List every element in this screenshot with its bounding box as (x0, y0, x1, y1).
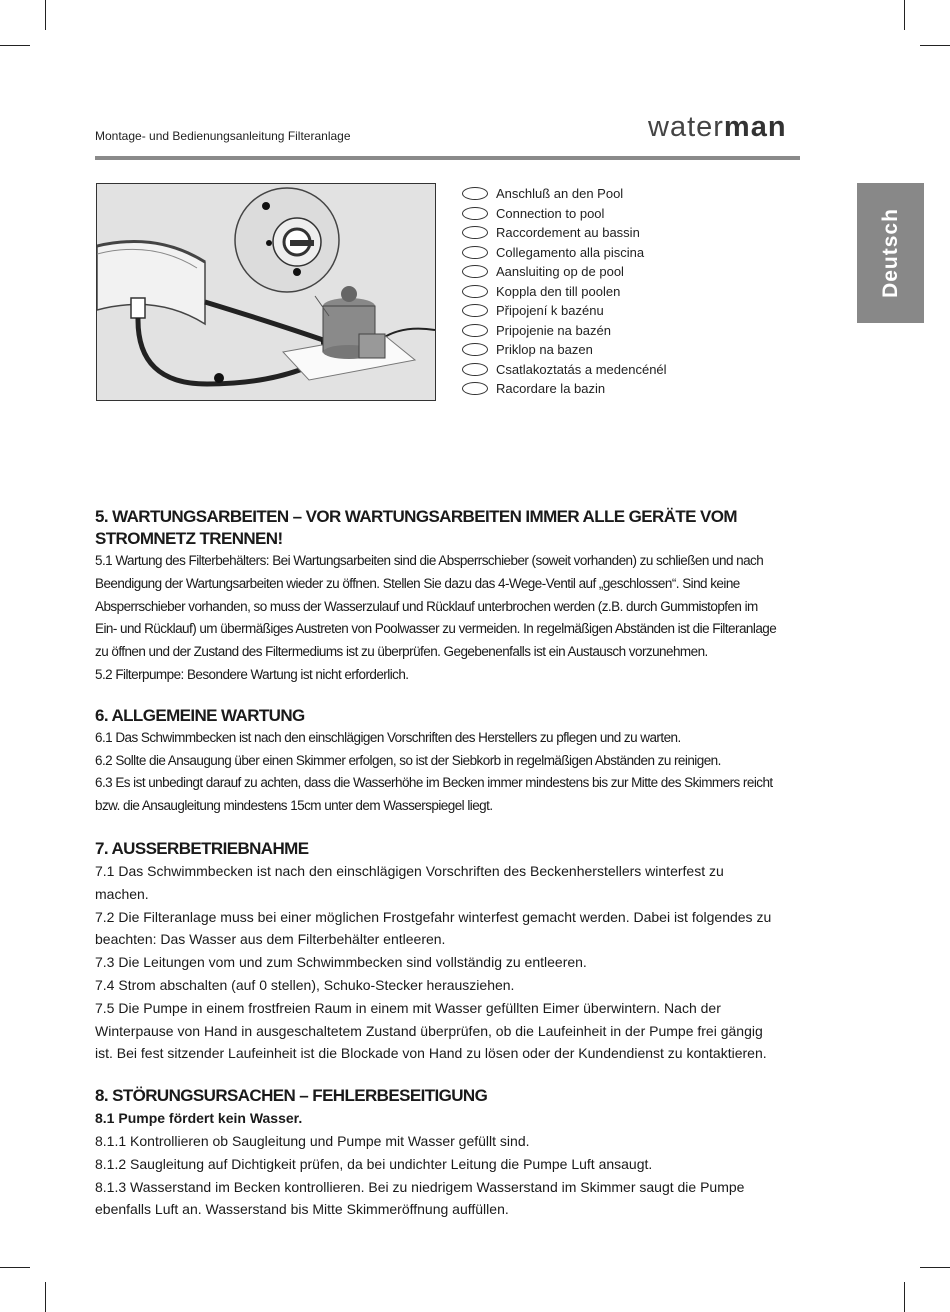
legend-label: Anschluß an den Pool (496, 186, 624, 202)
connection-legend (462, 184, 667, 399)
legend-label: Aansluiting op de pool (496, 264, 624, 280)
crop-mark (0, 1267, 30, 1268)
legend-label: Collegamento alla piscina (496, 244, 645, 260)
logo-light-text: water (648, 111, 724, 143)
logo-bold-text: man (723, 111, 787, 143)
pool-connection-illustration (96, 183, 436, 401)
paragraph-line: Winterpause von Hand in ausgeschaltetem Zustand überprüfen, ob die Laufeinheit in der Pumpe frei gängig (95, 1022, 763, 1039)
legend-item (462, 301, 667, 321)
legend-marker (462, 207, 488, 220)
paragraph-line: Beendigung der Wartungsarbeiten wieder zu öffnen. Stellen Sie dazu das 4-Wege-Ventil auf „geschlossen“. Sind keine (95, 575, 740, 591)
legend-marker (462, 246, 488, 259)
paragraph-line: 7.2 Die Filteranlage muss bei einer möglichen Frostgefahr winterfest gemacht werden. Dabei ist folgendes zu (95, 908, 772, 925)
paragraph-line: 5.1 Wartung des Filterbehälters: Bei Wartungsarbeiten sind die Absperrschieber (soweit vorhanden) zu schließen und nach (95, 553, 764, 568)
section-decommissioning (95, 838, 805, 1065)
legend-item (462, 282, 667, 302)
legend-item (462, 321, 667, 341)
paragraph-line: 8.1.1 Kontrollieren ob Saugleitung und Pumpe mit Wasser gefüllt sind. (95, 1132, 530, 1149)
legend-item (462, 379, 667, 399)
section-general-maintenance (95, 705, 805, 818)
paragraph-line: 6.3 Es ist unbedingt darauf zu achten, dass die Wasserhöhe im Becken immer mindestens bis zur Mitte des Skimmers reicht (95, 775, 773, 791)
legend-item (462, 262, 667, 282)
legend-label: Connection to pool (496, 205, 605, 221)
crop-mark (904, 1282, 905, 1312)
legend-label: Raccordement au bassin (496, 225, 640, 241)
section-troubleshooting (95, 1085, 805, 1221)
brand-logo (648, 111, 787, 144)
language-tab-label: Deutsch (878, 208, 902, 298)
paragraph-line: 6.2 Sollte die Ansaugung über einen Skimmer erfolgen, so ist der Siebkorb in regelmäßigen Abständen zu reinigen. (95, 752, 721, 768)
paragraph-line: machen. (95, 885, 149, 902)
paragraph-line: bzw. die Ansaugleitung mindestens 15cm unter dem Wasserspiegel liegt. (95, 798, 493, 814)
legend-label: Pripojenie na bazén (496, 322, 611, 338)
paragraph-line: ist. Bei fest sitzender Laufeinheit ist die Blockade von Hand zu lösen oder der Kundendienst zu kontaktieren. (95, 1045, 767, 1062)
document-title: Montage- und Bedienungsanleitung Filteranlage (95, 129, 351, 143)
header-divider (95, 156, 800, 160)
legend-label: Racordare la bazin (496, 381, 606, 397)
manual-content (95, 506, 805, 1221)
crop-mark (45, 0, 46, 30)
paragraph-line: 8.1.3 Wasserstand im Becken kontrollieren. Bei zu niedrigem Wasserstand im Skimmer saugt die Pumpe (95, 1178, 745, 1195)
section-heading: 7. AUSSERBETRIEBNAHME (95, 838, 309, 858)
section-heading: 6. ALLGEMEINE WARTUNG (95, 705, 305, 725)
paragraph-line: zu öffnen und der Zustand des Filtermediums ist zu überprüfen. Gegebenenfalls ist ein Austausch vorzunehmen. (95, 644, 708, 660)
section-maintenance (95, 506, 805, 687)
paragraph-line: Absperrschieber vorhanden, so muss der Wasserzulauf und Rücklauf unterbrochen werden (z.B. durch Gummistopfen im (95, 598, 758, 614)
paragraph-line: 7.5 Die Pumpe in einem frostfreien Raum in einem mit Wasser gefüllten Eimer überwintern. Nach der (95, 999, 721, 1016)
legend-item (462, 184, 667, 204)
paragraph-line: 8.1.2 Saugleitung auf Dichtigkeit prüfen, da bei undichter Leitung die Pumpe Luft ansaugt. (95, 1155, 653, 1172)
subsection-heading: 8.1 Pumpe fördert kein Wasser. (95, 1110, 303, 1127)
paragraph-line: 7.4 Strom abschalten (auf 0 stellen), Schuko-Stecker herausziehen. (95, 976, 515, 993)
legend-item (462, 340, 667, 360)
legend-item (462, 243, 667, 263)
paragraph-line: ebenfalls Luft an. Wasserstand bis Mitte Skimmeröffnung auffüllen. (95, 1201, 509, 1218)
language-tab (857, 183, 924, 323)
legend-item (462, 204, 667, 224)
legend-marker (462, 324, 488, 337)
legend-label: Koppla den till poolen (496, 283, 621, 299)
legend-marker (462, 343, 488, 356)
legend-marker (462, 285, 488, 298)
legend-marker (462, 382, 488, 395)
legend-marker (462, 363, 488, 376)
legend-label: Priklop na bazen (496, 342, 593, 358)
paragraph-line: beachten: Das Wasser aus dem Filterbehälter entleeren. (95, 931, 446, 948)
legend-label: Připojení k bazénu (496, 303, 604, 319)
paragraph-line: 7.3 Die Leitungen vom und zum Schwimmbecken sind vollständig zu entleeren. (95, 954, 587, 971)
legend-item (462, 223, 667, 243)
crop-mark (904, 0, 905, 30)
paragraph-line: 7.1 Das Schwimmbecken ist nach den einschlägigen Vorschriften des Beckenherstellers winterfest zu (95, 862, 724, 879)
legend-marker (462, 226, 488, 239)
legend-marker (462, 187, 488, 200)
paragraph-line: Ein- und Rücklauf) um übermäßiges Austreten von Poolwasser zu vermeiden. In regelmäßigen Abständen ist die Filteranlage (95, 621, 777, 637)
paragraph-line: 6.1 Das Schwimmbecken ist nach den einschlägigen Vorschriften des Herstellers zu pflegen und zu warten. (95, 729, 681, 745)
crop-mark (0, 45, 30, 46)
legend-marker (462, 265, 488, 278)
section-heading: 5. WARTUNGSARBEITEN – VOR WARTUNGSARBEITEN IMMER ALLE GERÄTE VOM (95, 507, 737, 526)
crop-mark (920, 1267, 950, 1268)
section-heading: STROMNETZ TRENNEN! (95, 529, 283, 548)
paragraph-line: 5.2 Filterpumpe: Besondere Wartung ist nicht erforderlich. (95, 666, 409, 682)
section-heading: 8. STÖRUNGSURSACHEN – FEHLERBESEITIGUNG (95, 1086, 488, 1106)
legend-marker (462, 304, 488, 317)
legend-item (462, 360, 667, 380)
legend-label: Csatlakoztatás a medencénél (496, 361, 667, 377)
crop-mark (920, 45, 950, 46)
crop-mark (45, 1282, 46, 1312)
